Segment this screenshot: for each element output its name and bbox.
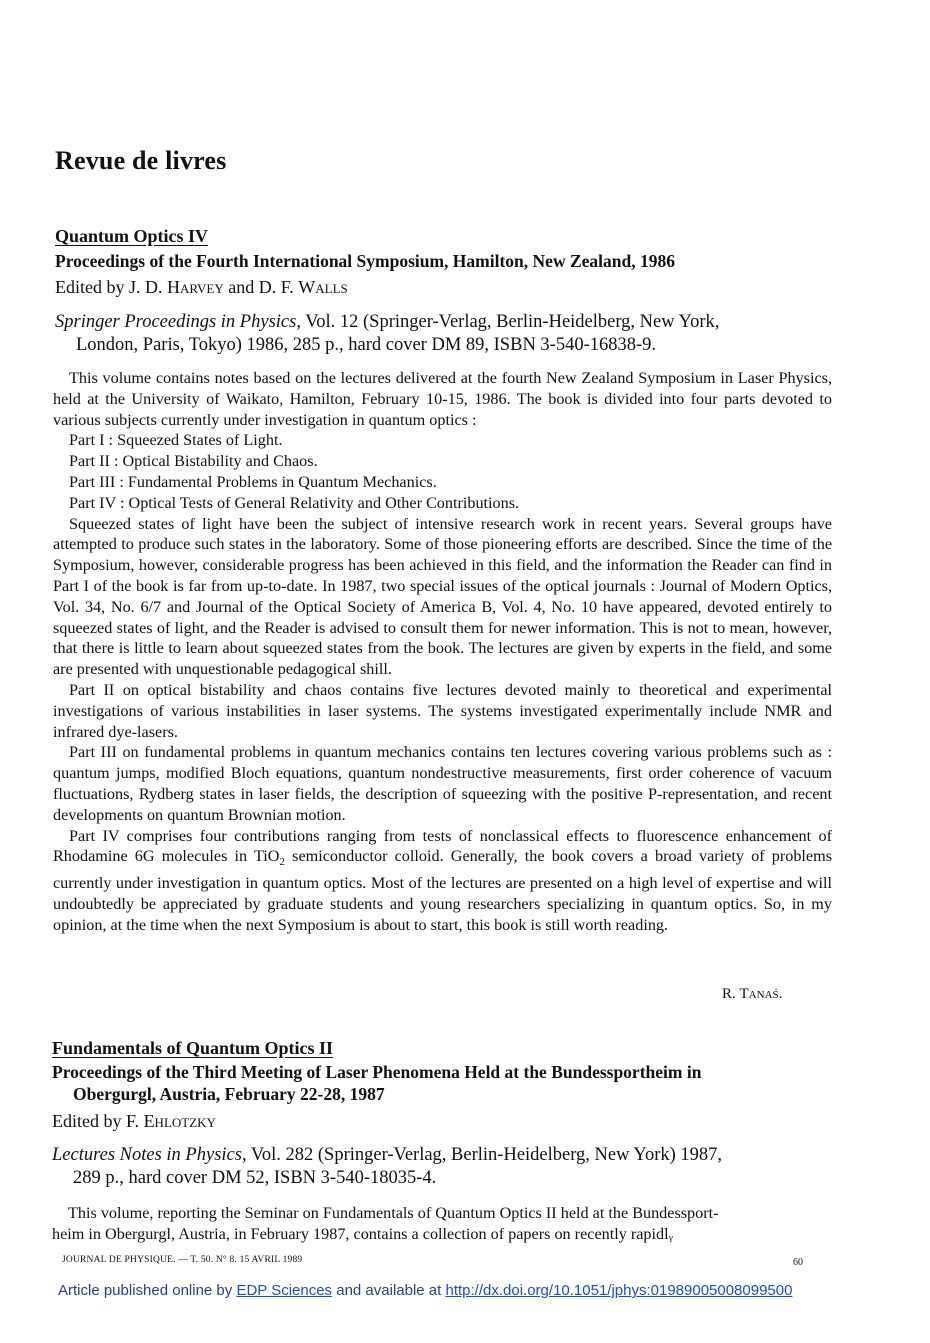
para-text: semiconductor colloid. Generally, the book covers a broad variety of problems currently under investigation in quantum optics. Most of the lectures are presented on a high level of expertise and will undoubtedly be appreciated by graduate students and young researchers specializing in quantum optics. So, in my opinion, at the time when the next Symposium is about to start, this book is still worth reading. [53,847,832,934]
review1-subtitle: Proceedings of the Fourth International Symposium, Hamilton, New Zealand, 1986 [55,251,675,271]
review1-para-part4 [53,826,832,936]
part-list-item: Part II : Optical Bistability and Chaos. [69,452,318,471]
series-name: Springer Proceedings in Physics, [55,312,301,332]
review1-body [53,368,832,936]
editor-name: Harvey [167,277,224,297]
banner-prefix: Article published online by [58,1282,233,1299]
page-title: Revue de livres [55,146,227,175]
part-list-item: Part I : Squeezed States of Light. [69,431,283,450]
subtitle-line-2: Obergurgl, Austria, February 22-28, 1987 [73,1084,385,1104]
review2-title: Fundamentals of Quantum Optics II [52,1038,334,1058]
series-name: Lectures Notes in Physics, [52,1145,247,1165]
subtitle-line-1: Proceedings of the Third Meeting of Laser Phenomena Held at the Bundessportheim in [52,1062,702,1082]
review1-publication-info [55,311,835,357]
review2-body [52,1203,832,1245]
publisher-banner [58,1282,792,1299]
pub-line-1: Vol. 282 (Springer-Verlag, Berlin-Heidelberg, New York) 1987, [250,1145,723,1165]
review1-para-part3: Part III on fundamental problems in quantum mechanics contains ten lectures covering various problems such as : quantum jumps, modified Bloch equations, quantum nondestructive measurements, first order coherence of vacuum fluctuations, Rydberg states in laser fields, the description of squeezing with the positive P-representation, and recent developments on quantum Brownian motion. [53,743,832,824]
review2-editors [52,1111,216,1132]
review1-para-intro: This volume contains notes based on the lectures delivered at the fourth New Zealand Symposium in Laser Physics, held at the University of Waikato, Hamilton, February 10-15, 1986. The book is divided into four parts devoted to various subjects currently under investigation in quantum optics : [53,369,832,429]
editor-name: Walls [298,277,348,297]
review2-para-line: heim in Obergurgl, Austria, in February 1987, contains a collection of papers on recently rapidlᵧ [52,1224,673,1243]
review1-para-part2: Part II on optical bistability and chaos contains five lectures devoted mainly to theoretical and experimental investigations of various instabilities in laser systems. The systems investigated experimentally include NMR and infrared dye-lasers. [53,680,832,741]
pub-line-2: 289 p., hard cover DM 52, ISBN 3-540-18035-4. [73,1168,437,1188]
banner-middle: and available at [336,1282,442,1299]
review2-publication-info [52,1144,837,1190]
part-list-item: Part III : Fundamental Problems in Quantum Mechanics. [69,472,437,491]
publisher-link[interactable]: EDP Sciences [236,1282,333,1299]
signature-name: Tanaś. [739,986,783,1002]
signature-initial: R. [722,986,736,1002]
edited-by-label: Edited by J. D. [55,277,163,297]
review1-editors [55,277,348,298]
review1-para-squeezed: Squeezed states of light have been the subject of intensive research work in recent years. Several groups have attempted to produce such states in the laboratory. Some of those pioneering efforts are described. Since the time of the Symposium, however, considerable progress has been achieved in this field, and the information the Reader can find in Part I of the book is far from up-to-date. In 1987, two special issues of the optical journals : Journal of Modern Optics, Vol. 34, No. 6/7 and Journal of the Optical Society of America B, Vol. 4, No. 10 have appeared, devoted entirely to squeezed states of light, and the Reader is advised to consult them for newer information. This is not to mean, however, that there is little to learn about squeezed states from the book. The lectures are given by experts in the field, and some are presented with unquestionable pedagogical shill. [53,514,832,679]
doi-link[interactable]: http://dx.doi.org/10.1051/jphys:01989005008099500 [445,1282,793,1299]
review2-para-line: This volume, reporting the Seminar on Fundamentals of Quantum Optics II held at the Bundessport- [68,1204,719,1222]
para-text: Part IV comprises four contributions ranging from tests of nonclassical effects to fluorescence enhancement of Rhodamine 6G molecules in TiO [53,826,832,866]
part-list-item: Part IV : Optical Tests of General Relativity and Other Contributions. [69,493,520,512]
pub-line-2: London, Paris, Tokyo) 1986, 285 p., hard cover DM 89, ISBN 3-540-16838-9. [76,335,657,355]
review2-subtitle [52,1061,832,1105]
page-number: 60 [793,1257,803,1268]
editor-name: Ehlotzky [143,1111,216,1131]
subscript: 2 [279,856,285,869]
journal-footer: JOURNAL DE PHYSIQUE. — T. 50. N° 8. 15 AVRIL 1989 [62,1255,303,1265]
edited-and-label: and D. F. [228,277,294,297]
review1-signature [722,986,782,1003]
edited-by-label: Edited by F. [52,1111,140,1131]
review1-title: Quantum Optics IV [55,226,209,246]
pub-line-1: Vol. 12 (Springer-Verlag, Berlin-Heidelberg, New York, [305,312,720,332]
